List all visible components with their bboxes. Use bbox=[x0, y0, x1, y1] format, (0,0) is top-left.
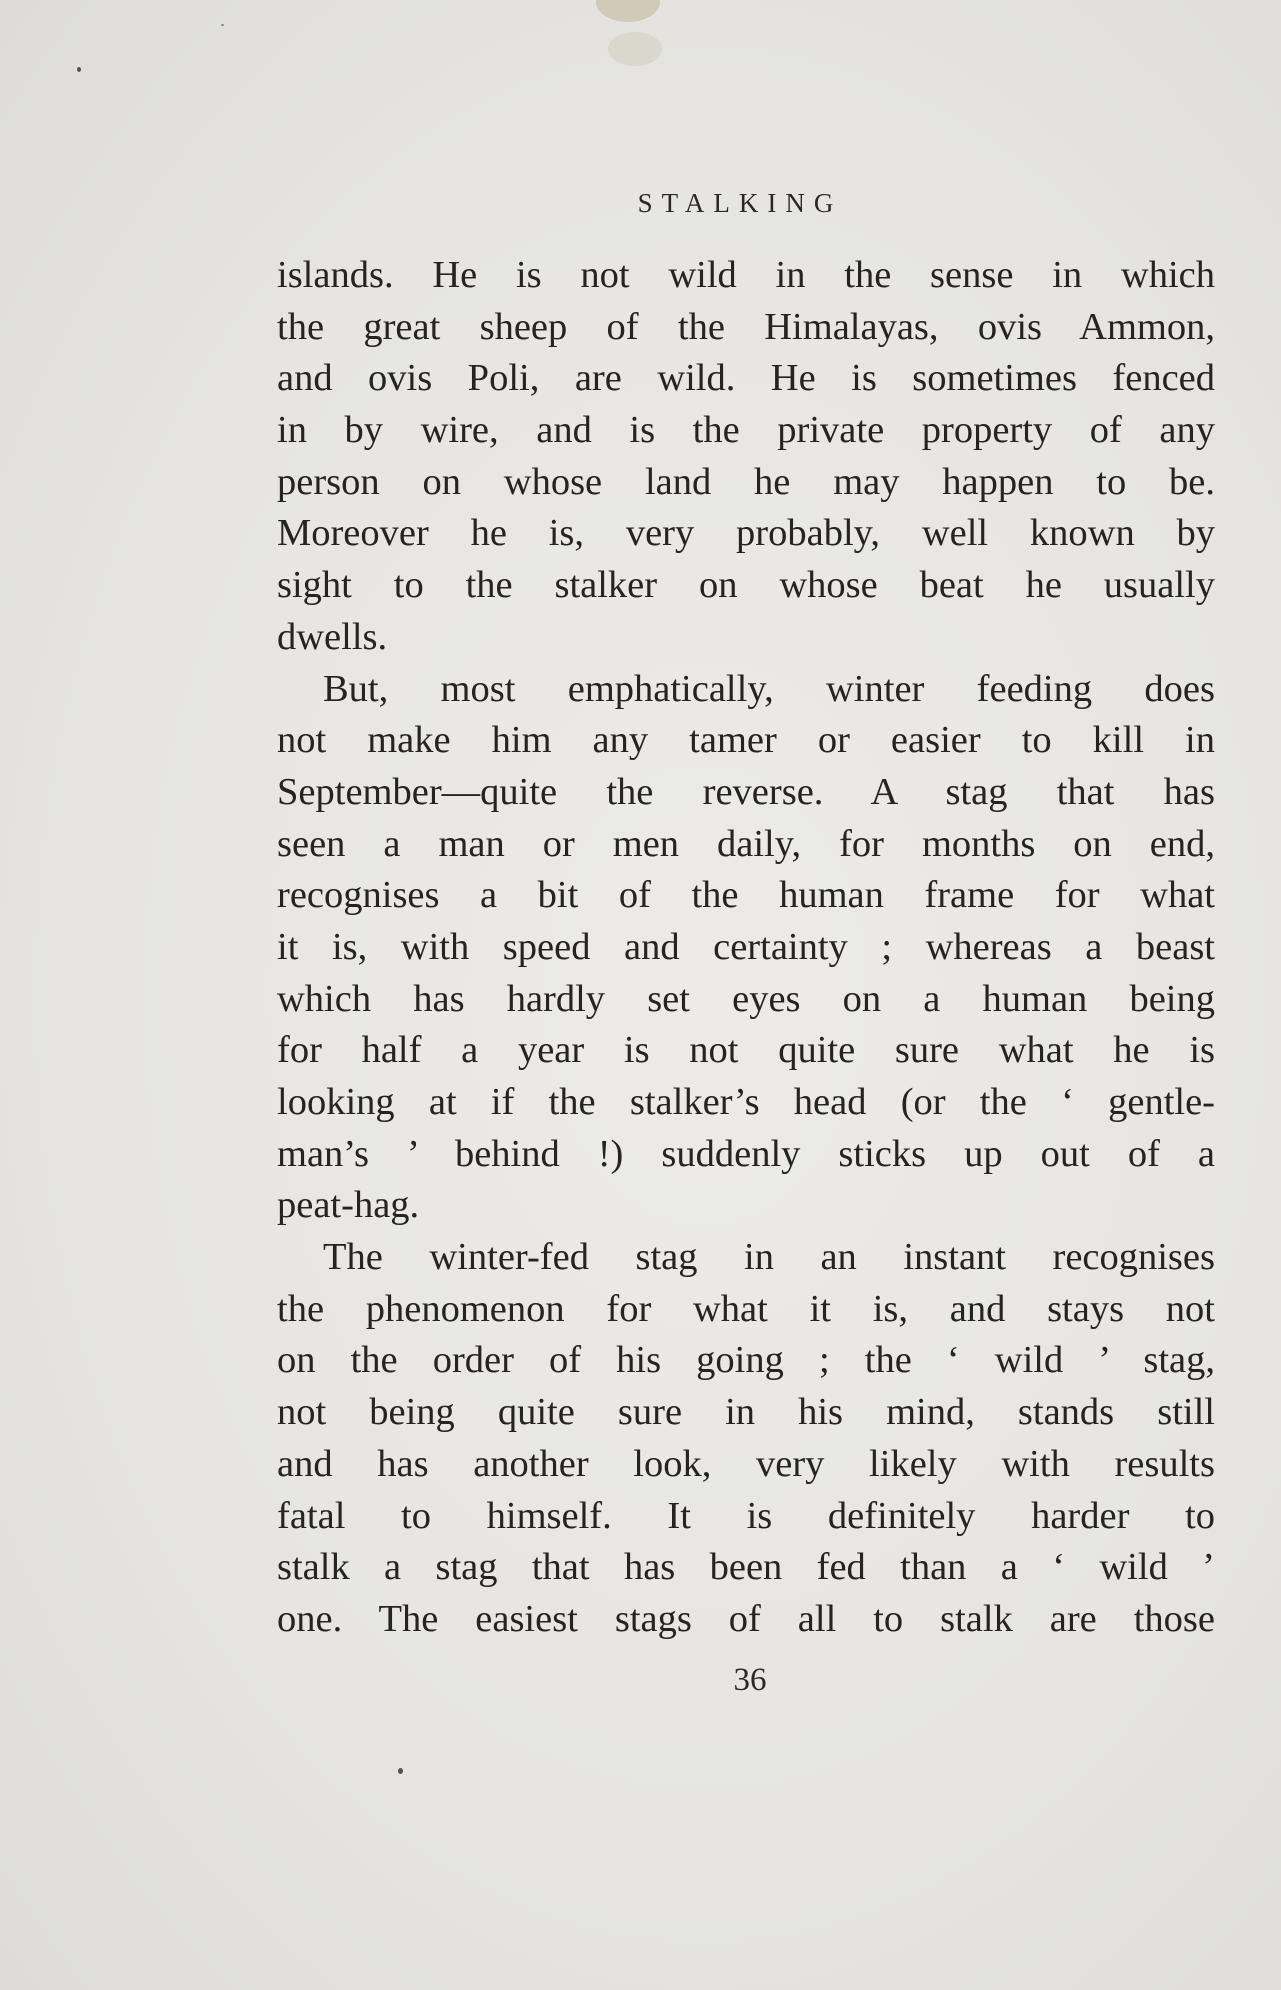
ink-speck bbox=[398, 1768, 403, 1774]
text-line: on the order of his going ; the ‘ wild ’ stag, bbox=[277, 1339, 1215, 1382]
text-line: for half a year is not quite sure what he is bbox=[277, 1029, 1215, 1072]
ink-speck bbox=[77, 67, 81, 72]
paper-stain bbox=[596, 0, 660, 22]
body-text bbox=[277, 250, 1215, 1646]
page-number: 36 bbox=[733, 1662, 767, 1698]
text-line: it is, with speed and certainty ; whereas a beast bbox=[277, 925, 1215, 968]
text-line: dwells. bbox=[277, 615, 388, 658]
text-line: not being quite sure in his mind, stands still bbox=[277, 1391, 1215, 1434]
text-line: fatal to himself. It is definitely harder to bbox=[277, 1494, 1215, 1537]
text-line: not make him any tamer or easier to kill in bbox=[277, 719, 1215, 762]
paragraph bbox=[277, 250, 1215, 664]
text-line: which has hardly set eyes on a human being bbox=[277, 977, 1215, 1020]
text-line: and ovis Poli, are wild. He is sometimes fenced bbox=[277, 357, 1215, 400]
text-line: stalk a stag that has been fed than a ‘ wild ’ bbox=[277, 1546, 1215, 1589]
text-line: man’s ’ behind !) suddenly sticks up out of a bbox=[277, 1132, 1215, 1175]
text-line: the phenomenon for what it is, and stays not bbox=[277, 1287, 1215, 1330]
text-line: one. The easiest stags of all to stalk are those bbox=[277, 1597, 1215, 1640]
text-line: recognises a bit of the human frame for what bbox=[277, 874, 1215, 917]
text-line: in by wire, and is the private property of any bbox=[277, 409, 1215, 452]
paragraph bbox=[277, 664, 1215, 1233]
text-line: islands. He is not wild in the sense in which bbox=[277, 254, 1215, 296]
ink-speck bbox=[221, 24, 224, 26]
text-line: looking at if the stalker’s head (or the ‘ gentle- bbox=[277, 1081, 1215, 1123]
running-head: STALKING bbox=[637, 188, 843, 218]
text-line: Moreover he is, very probably, well known by bbox=[277, 512, 1215, 555]
text-line: The winter-fed stag in an instant recognises bbox=[323, 1236, 1215, 1279]
text-line: September—quite the reverse. A stag that has bbox=[277, 770, 1215, 813]
text-line: But, most emphatically, winter feeding does bbox=[323, 667, 1215, 710]
paragraph bbox=[277, 1232, 1215, 1646]
text-line: person on whose land he may happen to be. bbox=[277, 460, 1215, 503]
text-line: and has another look, very likely with results bbox=[277, 1442, 1215, 1485]
paper-stain bbox=[608, 32, 662, 66]
text-line: sight to the stalker on whose beat he usually bbox=[277, 564, 1215, 607]
text-line: the great sheep of the Himalayas, ovis Ammon, bbox=[277, 305, 1215, 348]
text-line: seen a man or men daily, for months on end, bbox=[277, 822, 1215, 865]
text-line: peat-hag. bbox=[277, 1184, 420, 1227]
